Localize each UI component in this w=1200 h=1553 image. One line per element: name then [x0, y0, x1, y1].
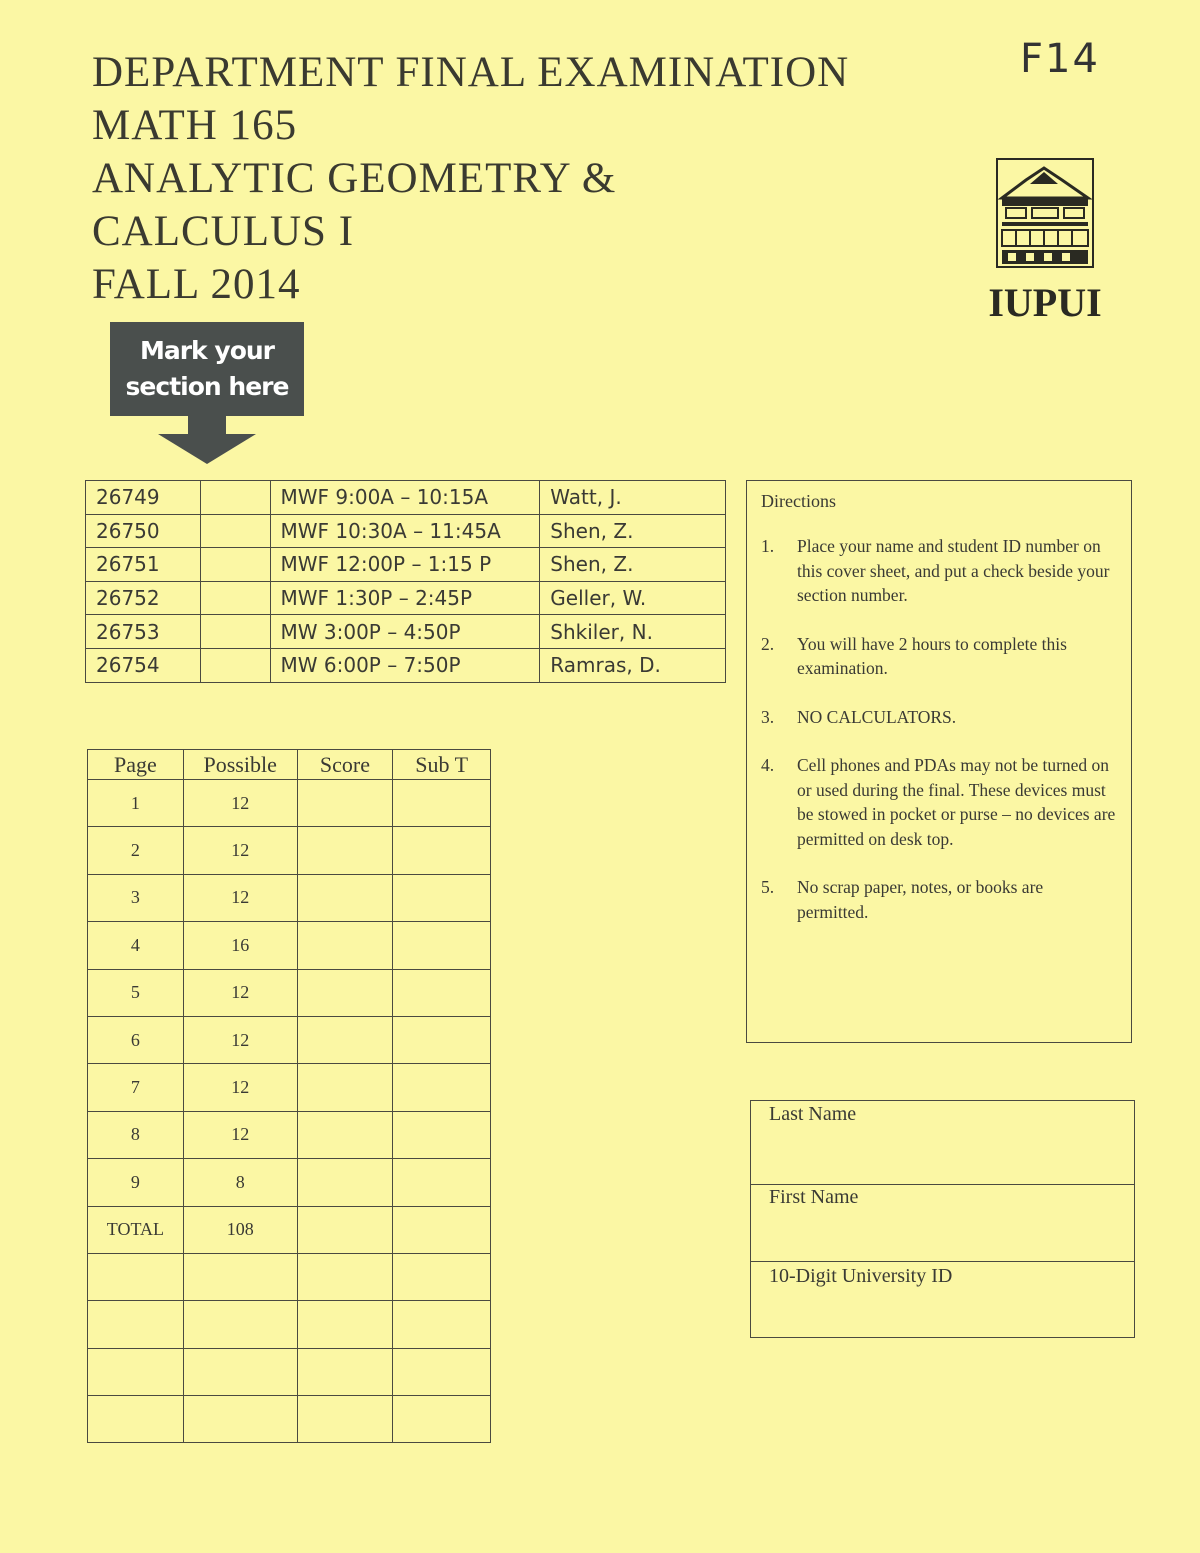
- header-subtotal: Sub T: [393, 750, 491, 780]
- direction-item: [761, 875, 1117, 924]
- direction-text: No scrap paper, notes, or books are permitted.: [797, 877, 1044, 922]
- subtotal-cell[interactable]: [393, 1064, 491, 1111]
- header-possible: Possible: [183, 750, 297, 780]
- score-cell[interactable]: [297, 1159, 393, 1206]
- page-cell: 9: [88, 1159, 184, 1206]
- score-row: [88, 1064, 491, 1111]
- possible-cell: 16: [183, 922, 297, 969]
- page-cell: 7: [88, 1064, 184, 1111]
- section-instructor: Shkiler, N.: [540, 615, 726, 649]
- score-table: [87, 749, 491, 1443]
- score-row: [88, 1206, 491, 1253]
- section-time: MWF 10:30A – 11:45A: [270, 514, 540, 548]
- score-row: [88, 969, 491, 1016]
- score-cell[interactable]: [297, 922, 393, 969]
- callout-line-2: section here: [125, 372, 289, 401]
- score-row: [88, 780, 491, 827]
- last-name-field[interactable]: [751, 1101, 1134, 1185]
- direction-number: 2.: [761, 633, 775, 654]
- section-row: [86, 514, 726, 548]
- title-line-1: DEPARTMENT FINAL EXAMINATION: [92, 49, 850, 96]
- mark-section-callout: [110, 322, 304, 464]
- exam-title: [92, 46, 849, 311]
- subtotal-cell[interactable]: [393, 1016, 491, 1063]
- section-number: 26754: [86, 648, 201, 682]
- section-time: MWF 1:30P – 2:45P: [270, 581, 540, 615]
- section-number: 26751: [86, 548, 201, 582]
- section-row: [86, 648, 726, 682]
- page-cell: TOTAL: [88, 1206, 184, 1253]
- section-instructor: Shen, Z.: [540, 548, 726, 582]
- page-cell: 4: [88, 922, 184, 969]
- section-check-cell[interactable]: [200, 481, 270, 515]
- possible-cell: 12: [183, 780, 297, 827]
- arrow-down-icon: [158, 416, 256, 464]
- callout-label: [110, 322, 304, 416]
- direction-item: [761, 705, 1117, 730]
- handwritten-note: F14: [1020, 36, 1100, 82]
- score-cell[interactable]: [297, 874, 393, 921]
- page-cell: [88, 1348, 184, 1395]
- score-cell[interactable]: [297, 1301, 393, 1348]
- possible-cell: 12: [183, 874, 297, 921]
- section-instructor: Shen, Z.: [540, 514, 726, 548]
- score-row: [88, 1396, 491, 1443]
- section-check-cell[interactable]: [200, 548, 270, 582]
- first-name-label: First Name: [769, 1186, 859, 1208]
- direction-number: 4.: [761, 755, 775, 775]
- building-logo-icon: [988, 158, 1102, 325]
- directions-heading: Directions: [761, 491, 836, 511]
- subtotal-cell[interactable]: [393, 1111, 491, 1158]
- direction-item: [761, 753, 1117, 851]
- possible-cell: 12: [183, 1064, 297, 1111]
- page-cell: [88, 1301, 184, 1348]
- direction-text: You will have 2 hours to complete this examination.: [797, 633, 1067, 678]
- subtotal-cell[interactable]: [393, 969, 491, 1016]
- section-time: MWF 9:00A – 10:15A: [270, 481, 540, 515]
- possible-cell: [183, 1301, 297, 1348]
- university-logo: [988, 158, 1102, 325]
- section-time: MW 6:00P – 7:50P: [270, 648, 540, 682]
- title-line-2: MATH 165: [92, 102, 298, 149]
- possible-cell: 12: [183, 969, 297, 1016]
- page-cell: [88, 1396, 184, 1443]
- page-cell: [88, 1253, 184, 1300]
- page-cell: 1: [88, 780, 184, 827]
- score-row: [88, 1159, 491, 1206]
- score-row: [88, 1301, 491, 1348]
- section-number: 26752: [86, 581, 201, 615]
- score-cell[interactable]: [297, 1111, 393, 1158]
- direction-text: Place your name and student ID number on this cover sheet, and put a check beside your section number.: [797, 536, 1110, 605]
- score-cell[interactable]: [297, 780, 393, 827]
- possible-cell: 12: [183, 1111, 297, 1158]
- possible-cell: [183, 1396, 297, 1443]
- subtotal-cell[interactable]: [393, 1301, 491, 1348]
- last-name-label: Last Name: [769, 1103, 857, 1125]
- subtotal-cell[interactable]: [393, 780, 491, 827]
- score-row: [88, 1348, 491, 1395]
- callout-line-1: Mark your: [139, 336, 274, 365]
- score-cell[interactable]: [297, 1253, 393, 1300]
- score-row: [88, 1111, 491, 1158]
- section-check-cell[interactable]: [200, 615, 270, 649]
- page-cell: 8: [88, 1111, 184, 1158]
- page-cell: 2: [88, 827, 184, 874]
- score-cell[interactable]: [297, 1016, 393, 1063]
- score-row: [88, 922, 491, 969]
- score-cell[interactable]: [297, 1064, 393, 1111]
- header-score: Score: [297, 750, 393, 780]
- direction-number: 3.: [761, 706, 775, 727]
- section-time: MWF 12:00P – 1:15 P: [270, 548, 540, 582]
- title-line-5: FALL 2014: [92, 261, 301, 308]
- subtotal-cell[interactable]: [393, 1348, 491, 1395]
- section-time: MW 3:00P – 4:50P: [270, 615, 540, 649]
- possible-cell: 12: [183, 1016, 297, 1063]
- title-line-4: CALCULUS I: [92, 208, 355, 255]
- subtotal-cell[interactable]: [393, 1159, 491, 1206]
- section-number: 26749: [86, 481, 201, 515]
- score-header-row: [88, 750, 491, 780]
- logo-wordmark: IUPUI: [988, 280, 1102, 325]
- student-info-box: [750, 1100, 1135, 1338]
- title-line-3: ANALYTIC GEOMETRY &: [92, 155, 617, 202]
- section-check-cell[interactable]: [200, 514, 270, 548]
- subtotal-cell[interactable]: [393, 1206, 491, 1253]
- direction-item: [761, 632, 1117, 681]
- possible-cell: [183, 1253, 297, 1300]
- section-number: 26750: [86, 514, 201, 548]
- section-instructor: Watt, J.: [540, 481, 726, 515]
- possible-cell: 108: [183, 1206, 297, 1253]
- score-cell[interactable]: [297, 969, 393, 1016]
- section-row: [86, 581, 726, 615]
- section-row: [86, 615, 726, 649]
- direction-text: NO CALCULATORS.: [797, 706, 957, 727]
- directions-box: [746, 480, 1132, 1043]
- page-cell: 3: [88, 874, 184, 921]
- possible-cell: 12: [183, 827, 297, 874]
- subtotal-cell[interactable]: [393, 1253, 491, 1300]
- subtotal-cell[interactable]: [393, 922, 491, 969]
- score-row: [88, 1016, 491, 1063]
- subtotal-cell[interactable]: [393, 874, 491, 921]
- page-cell: 5: [88, 969, 184, 1016]
- subtotal-cell[interactable]: [393, 827, 491, 874]
- score-row: [88, 1253, 491, 1300]
- first-name-field[interactable]: [751, 1185, 1134, 1262]
- score-cell[interactable]: [297, 1396, 393, 1443]
- section-check-cell[interactable]: [200, 648, 270, 682]
- direction-number: 5.: [761, 877, 775, 897]
- section-instructor: Geller, W.: [540, 581, 726, 615]
- section-table: [85, 480, 726, 683]
- direction-number: 1.: [761, 536, 775, 556]
- section-row: [86, 548, 726, 582]
- score-row: [88, 874, 491, 921]
- possible-cell: 8: [183, 1159, 297, 1206]
- section-number: 26753: [86, 615, 201, 649]
- score-cell[interactable]: [297, 827, 393, 874]
- direction-item: [761, 534, 1117, 608]
- header-page: Page: [88, 750, 184, 780]
- section-instructor: Ramras, D.: [540, 648, 726, 682]
- possible-cell: [183, 1348, 297, 1395]
- university-id-field[interactable]: [751, 1262, 1134, 1337]
- score-row: [88, 827, 491, 874]
- direction-text: Cell phones and PDAs may not be turned on or used during the final. These devices must be stowed in pocket or purse – no devices are permitted on desk top.: [797, 755, 1116, 849]
- score-cell[interactable]: [297, 1348, 393, 1395]
- subtotal-cell[interactable]: [393, 1396, 491, 1443]
- page-cell: 6: [88, 1016, 184, 1063]
- section-row: [86, 481, 726, 515]
- university-id-label: 10-Digit University ID: [769, 1265, 953, 1287]
- section-check-cell[interactable]: [200, 581, 270, 615]
- score-cell[interactable]: [297, 1206, 393, 1253]
